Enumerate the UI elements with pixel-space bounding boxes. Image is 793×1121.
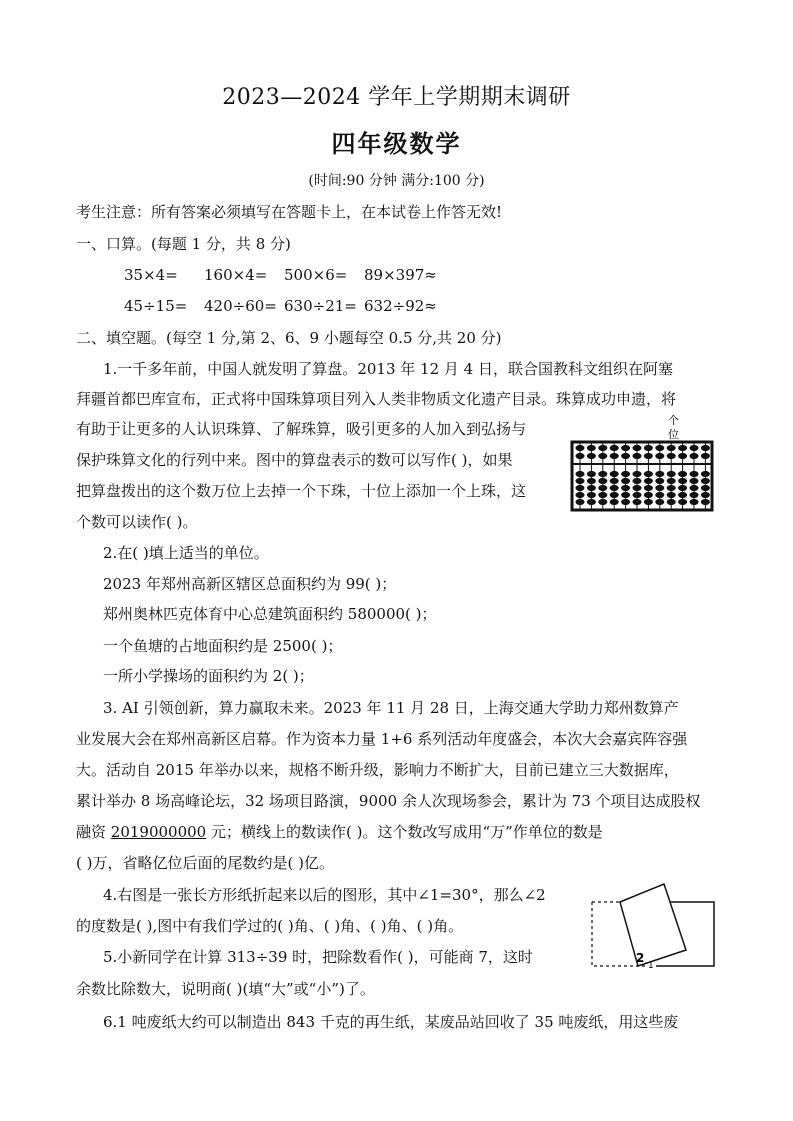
abacus-bead [656, 453, 664, 458]
abacus-bead [644, 492, 652, 497]
abacus-label: 个 [668, 414, 679, 427]
abacus-bead [667, 492, 675, 497]
calc-row-2 [124, 296, 437, 316]
calc-item: 35×4= [124, 266, 178, 284]
abacus-bead [599, 453, 607, 458]
abacus-bead [667, 471, 675, 476]
underlined-number: 2019000000 [110, 823, 207, 841]
q1-line: 1.一千多年前，中国人就发明了算盘。2013 年 12 月 4 日，联合国教科文组织在阿塞 [103, 360, 673, 378]
calc-item: 45÷15= [124, 297, 188, 315]
abacus-bead [690, 499, 698, 504]
abacus-bead [679, 499, 687, 504]
abacus-bead [622, 453, 630, 458]
abacus-bead [690, 445, 698, 450]
abacus-bead [690, 478, 698, 483]
abacus-bead [633, 492, 641, 497]
q6-line: 6.1 吨废纸大约可以制造出 843 千克的再生纸，某废品站回收了 35 吨废纸，用这些废 [103, 1013, 679, 1031]
abacus-bead [701, 492, 709, 497]
q2-line: 一所小学操场的面积约为 2( )； [103, 667, 314, 685]
abacus-bead [701, 478, 709, 483]
abacus-bead [667, 485, 675, 490]
abacus-bead [644, 485, 652, 490]
abacus-bead [622, 478, 630, 483]
abacus-bead [644, 453, 652, 458]
abacus-bead [656, 485, 664, 490]
calc-item: 630÷21= [284, 297, 357, 315]
abacus-bead [587, 492, 595, 497]
abacus-bead [644, 445, 652, 450]
q5-line: 5.小新同学在计算 313÷39 时，把除数看作( )，可能商 7，这时 [103, 948, 533, 966]
abacus-bead [644, 478, 652, 483]
q4-line: 4.右图是一张长方形纸折起来以后的图形，其中∠1=30°，那么∠2 [103, 886, 546, 904]
q2-line: 一个鱼塘的占地面积约是 2500( )； [103, 637, 343, 655]
calc-item: 160×4= [204, 266, 268, 284]
abacus-bead [587, 453, 595, 458]
abacus-bead [679, 445, 687, 450]
abacus-bead [587, 478, 595, 483]
abacus-bead [701, 453, 709, 458]
abacus-bead [599, 499, 607, 504]
exam-title: 2023—2024 学年上学期期末调研 [222, 85, 571, 110]
exam-subtitle: 四年级数学 [331, 129, 462, 158]
abacus-bead [622, 499, 630, 504]
abacus-bead [587, 485, 595, 490]
calc-item: 632÷92≈ [364, 297, 437, 315]
abacus-bead [610, 492, 618, 497]
abacus-bead [610, 478, 618, 483]
abacus-bead [576, 445, 584, 450]
abacus-bead [667, 478, 675, 483]
abacus-bead [587, 499, 595, 504]
abacus-bead [690, 471, 698, 476]
angle-2-label: 2 [636, 951, 645, 965]
abacus-bead [610, 485, 618, 490]
q1-line: 拜疆首都巴库宣布，正式将中国珠算项目列入人类非物质文化遗产目录。珠算成功申遗，将 [76, 390, 677, 408]
abacus-bead [622, 492, 630, 497]
calc-item: 89×397≈ [364, 266, 437, 284]
abacus-bead [690, 485, 698, 490]
abacus-bead [679, 453, 687, 458]
abacus-bead [587, 445, 595, 450]
q2-line: 2.在( )填上适当的单位。 [103, 544, 269, 562]
abacus-bead [610, 445, 618, 450]
abacus-bead [599, 471, 607, 476]
abacus-bead [622, 485, 630, 490]
abacus-bead [656, 478, 664, 483]
q3-line: 3. AI 引领创新，算力赢取未来。2023 年 11 月 28 日，上海交通大学助力郑州数算产 [103, 699, 679, 717]
abacus-bead [667, 499, 675, 504]
abacus-bead [622, 471, 630, 476]
svg-text:位: 位 [668, 428, 679, 441]
angle-1-label: 1 [648, 961, 654, 971]
abacus-bead [679, 478, 687, 483]
abacus-bead [701, 471, 709, 476]
q3-line: 大。活动自 2015 年举办以来，规格不断升级，影响力不断扩大，目前已建立三大数据库， [76, 761, 679, 779]
time-info: (时间:90 分钟 满分:100 分) [308, 173, 485, 189]
q5-line: 余数比除数大，说明商( )(填“大”或“小”)了。 [76, 980, 375, 998]
abacus-bead [576, 492, 584, 497]
q3-line: 融资 2019000000 元；横线上的数读作( )。这个数改写成用“万”作单位的数是 [76, 823, 603, 841]
abacus-bead [633, 471, 641, 476]
abacus-bead [599, 485, 607, 490]
abacus-bead [656, 492, 664, 497]
abacus-bead [622, 445, 630, 450]
abacus-bead [633, 445, 641, 450]
abacus-bead [576, 471, 584, 476]
abacus-bead [599, 478, 607, 483]
abacus-bead [701, 485, 709, 490]
q4-line: 的度数是( ),图中有我们学过的( )角、( )角、( )角、( )角。 [76, 917, 464, 935]
abacus-bead [679, 492, 687, 497]
abacus-bead [633, 478, 641, 483]
abacus-bead [679, 485, 687, 490]
abacus-bead [690, 453, 698, 458]
section1-heading: 一、口算。(每题 1 分，共 8 分) [76, 235, 291, 253]
section2-heading: 二、填空题。(每空 1 分,第 2、6、9 小题每空 0.5 分,共 20 分) [76, 329, 502, 347]
abacus-bead [576, 453, 584, 458]
abacus-bead [599, 492, 607, 497]
abacus-bead [633, 485, 641, 490]
q1-line: 保护珠算文化的行列中来。图中的算盘表示的数可以写作( )，如果 [76, 451, 513, 469]
calc-row-1 [124, 265, 437, 285]
q1-line: 有助于让更多的人认识珠算、了解珠算，吸引更多的人加入到弘扬与 [76, 420, 527, 438]
abacus-bead [690, 492, 698, 497]
q1-line: 个数可以读作( )。 [76, 513, 198, 531]
abacus-bead [610, 471, 618, 476]
abacus-bead [656, 445, 664, 450]
q3-line: 累计举办 8 场高峰论坛，32 场项目路演，9000 余人次现场参会，累计为 73 个项目达成股权 [76, 792, 701, 810]
abacus-bead [667, 445, 675, 450]
q2-line: 郑州奥林匹克体育中心总建筑面积约 580000( )； [103, 605, 437, 623]
abacus-bead [633, 453, 641, 458]
calc-item: 420÷60= [204, 297, 277, 315]
abacus-bead [656, 471, 664, 476]
abacus-bead [587, 471, 595, 476]
abacus-figure [568, 410, 716, 514]
folded-paper-figure [586, 880, 716, 972]
abacus-bead [633, 499, 641, 504]
abacus-bead [599, 445, 607, 450]
abacus-bead [644, 499, 652, 504]
abacus-bead [644, 471, 652, 476]
abacus-bead [576, 499, 584, 504]
notice: 考生注意：所有答案必须填写在答题卡上，在本试卷上作答无效! [76, 203, 503, 221]
calc-item: 500×6= [284, 266, 348, 284]
abacus-bead [610, 499, 618, 504]
abacus-bead [656, 499, 664, 504]
abacus-bead [667, 453, 675, 458]
q3-line: 业发展大会在郑州高新区启幕。作为资本力量 1+6 系列活动年度盛会，本次大会嘉宾阵容强 [76, 730, 688, 748]
abacus-bead [576, 478, 584, 483]
q2-line: 2023 年郑州高新区辖区总面积约为 99( )； [103, 575, 397, 593]
abacus-bead [610, 453, 618, 458]
q3-line: ( )万，省略亿位后面的尾数约是( )亿。 [76, 854, 334, 872]
abacus-bead [701, 445, 709, 450]
abacus-bead [701, 499, 709, 504]
abacus-bead [679, 471, 687, 476]
q1-line: 把算盘拨出的这个数万位上去掉一个下珠，十位上添加一个上珠，这 [76, 482, 527, 500]
abacus-bead [576, 485, 584, 490]
